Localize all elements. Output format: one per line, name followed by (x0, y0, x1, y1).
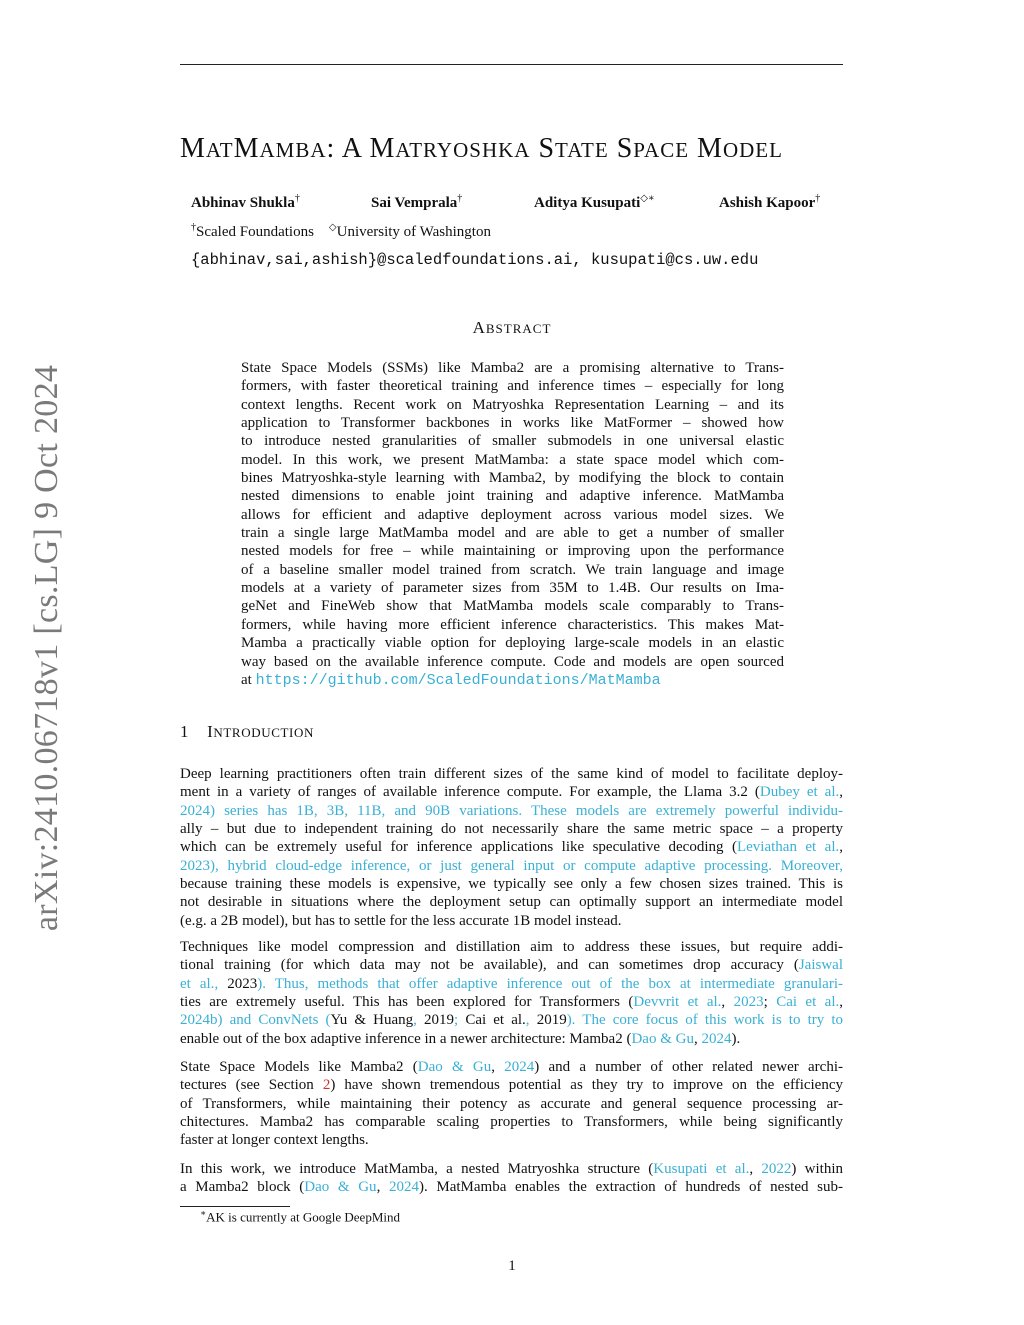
citation-link[interactable]: Jaiswal (798, 957, 843, 974)
text-line: of Transformers, while maintaining their potency as accurate and general sequence processing ar- (180, 1095, 843, 1112)
abstract-line: formers, while having more efficient inference characteristics. This makes Mat- (241, 616, 784, 633)
abstract-line: formers, with faster theoretical training and inference times – especially for long (241, 378, 784, 395)
citation-link[interactable]: 2024 (701, 1030, 732, 1047)
text-line: chitectures. Mamba2 has comparable scaling properties to Transformers, while being significantly (180, 1114, 843, 1131)
text-line: State Space Models like Mamba2 (Dao & Gu, 2024) and a number of other related newer archi- (180, 1059, 843, 1075)
paragraph-4 (180, 1160, 843, 1197)
text-line: ment in a variety of ranges of available inference compute. For example, the Llama 3.2 (Dubey et al., (180, 784, 843, 801)
citation-link[interactable]: ), hybrid cloud-edge inference, or just general input or compute adaptive processing. Moreover, (210, 857, 843, 874)
text-line: enable out of the box adaptive inference in a newer architecture: Mamba2 (Dao & Gu, 2024). (180, 1030, 741, 1047)
section-reference-link[interactable]: 2 (322, 1077, 331, 1094)
text-line: ally – but due to independent training do not necessarily share the same metric space – a property (180, 821, 843, 838)
citation-link[interactable]: 2022 (761, 1161, 792, 1177)
abstract-line: application to Transformer backbones in works like MatFormer – showed how (241, 415, 784, 432)
paragraph-3 (180, 1058, 843, 1150)
section-title: INTRODUCTION (207, 722, 314, 741)
text-line: 2024b) and ConvNets (Yu & Huang, 2019; Cai et al., 2019). The core focus of this work is to try to (180, 1012, 843, 1029)
arxiv-side-stamp (22, 365, 72, 930)
author-kapoor: Ashish Kapoor† (719, 193, 821, 211)
citation-link[interactable]: Dubey et al. (759, 784, 840, 801)
text-line (180, 857, 843, 875)
text-line: which can be extremely useful for inference applications like speculative decoding (Leviathan et al., (180, 839, 843, 856)
page-number: 1 (508, 1258, 516, 1274)
citation-link[interactable]: Leviathan et al. (736, 839, 840, 856)
citation-link[interactable]: 2023 (180, 857, 210, 874)
abstract-line: geNet and FineWeb show that MatMamba models scale comparably to Trans- (241, 598, 784, 615)
abstract-line: allows for efficient and adaptive deployment across various model sizes. We (241, 506, 784, 523)
section-number: 1 (180, 722, 190, 741)
affiliations: †Scaled Foundations ◇University of Washington (191, 222, 491, 240)
code-repository-link[interactable]: https://github.com/ScaledFoundations/MatMamba (255, 671, 661, 689)
abstract-line: Mamba a practically viable option for deploying large-scale models in an elastic (241, 635, 784, 652)
text-line: because training these models is expensive, we typically see only a few chosen sizes trained. This is (180, 876, 843, 893)
abstract-line: context lengths. Recent work on Matryoshka Representation Learning – and its (241, 396, 784, 413)
arxiv-identifier: arXiv:2410.06718v1 [cs.LG] 9 Oct 2024 (28, 364, 65, 931)
abstract-line: nested models for free – while maintaining or improving upon the performance (241, 543, 784, 560)
author-shukla: Abhinav Shukla† (191, 193, 300, 211)
abstract-line: at https://github.com/ScaledFoundations/MatMamba (241, 671, 661, 689)
text-line: a Mamba2 block (Dao & Gu, 2024). MatMamba enables the extraction of hundreds of nested sub- (180, 1179, 843, 1196)
footnote: ∗AK is currently at Google DeepMind (200, 1208, 400, 1225)
citation-link[interactable]: Kusupati et al. (653, 1161, 750, 1177)
text-line: Deep learning practitioners often train different sizes of the same kind of model to facilitate deploy- (180, 766, 843, 782)
abstract-line: models at a variety of parameter sizes from 35M to 1.4B. Our results on Ima- (241, 580, 784, 597)
citation-link[interactable]: Dao & Gu (417, 1059, 492, 1075)
text-line: et al., 2023). Thus, methods that offer adaptive inference out of the box at intermediate granulari- (180, 975, 843, 992)
citation-link[interactable]: Devvrit et al. (633, 994, 722, 1011)
abstract-line: of a baseline smaller model trained from scratch. We train language and image (241, 561, 784, 578)
citation-link[interactable]: Dao & Gu (631, 1030, 694, 1047)
text-line: tectures (see Section 2) have shown tremendous potential as they try to improve on the efficiency (180, 1077, 843, 1094)
text-line: (e.g. a 2B model), but has to settle for the less accurate 1B model instead. (180, 912, 622, 929)
top-rule (180, 64, 843, 65)
author-vemprala: Sai Vemprala† (371, 193, 463, 211)
citation-link[interactable]: 2023 (733, 994, 764, 1011)
citation-link[interactable]: Cai et al. (776, 994, 840, 1011)
citation-link[interactable]: ) and ConvNets ( (217, 1012, 331, 1029)
citation-link[interactable]: 2024 (180, 802, 210, 819)
abstract-line: model. In this work, we present MatMamba: a state space model which com- (241, 451, 784, 468)
abstract-line: nested dimensions to enable joint training and adaptive inference. MatMamba (241, 488, 784, 505)
citation-link[interactable]: , (214, 975, 228, 992)
text-line: Techniques like model compression and distillation aim to address these issues, but require addi- (180, 939, 843, 955)
abstract-line: way based on the available inference compute. Code and models are open sourced (241, 653, 784, 670)
citation-link[interactable]: Dao & Gu (304, 1179, 377, 1196)
citation-link[interactable]: , (413, 1012, 425, 1029)
text-line (180, 802, 843, 820)
paper-title: MATMAMBA: A MATRYOSHKA STATE SPACE MODEL (180, 133, 783, 164)
abstract-line: State Space Models (SSMs) like Mamba2 are a promising alternative to Trans- (241, 360, 784, 376)
citation-link[interactable]: ). The core focus of this work is to try to (566, 1012, 843, 1029)
footnote-rule (180, 1206, 290, 1207)
text-line: tional training (for which data may not be available), and can sometimes drop accuracy (Jaiswal (180, 957, 843, 974)
text-line: ties are extremely useful. This has been explored for Transformers (Devvrit et al., 2023; Cai et al., (180, 994, 843, 1011)
abstract-heading: ABSTRACT (472, 318, 552, 337)
citation-link[interactable]: 2024 (388, 1179, 419, 1196)
citation-link[interactable]: et al. (180, 975, 215, 992)
abstract-line: bines Matryoshka-style learning with Mamba2, by modifying the block to contain (241, 470, 784, 487)
text-line: faster at longer context lengths. (180, 1132, 369, 1149)
citation-link[interactable]: ; (454, 1012, 466, 1029)
citation-link[interactable]: ). Thus, methods that offer adaptive inference out of the box at intermediate granulari- (257, 975, 843, 992)
citation-link[interactable]: 2024 (504, 1059, 535, 1075)
citation-link[interactable]: ) series has 1B, 3B, 11B, and 90B variations. These models are extremely powerful individu- (210, 802, 843, 819)
abstract-line: to introduce nested granularities of smaller submodels in one universal elastic (241, 433, 784, 450)
author-emails: {abhinav,sai,ashish}@scaledfoundations.ai, kusupati@cs.uw.edu (191, 251, 759, 269)
abstract-line: train a single large MatMamba model and are able to get a number of smaller (241, 525, 784, 542)
citation-link[interactable]: 2024b (180, 1012, 218, 1029)
paragraph-1 (180, 765, 843, 930)
author-kusupati: Aditya Kusupati◇∗ (534, 193, 655, 211)
citation-link[interactable]: , (525, 1012, 537, 1029)
abstract (241, 359, 784, 689)
paragraph-2 (180, 938, 843, 1048)
text-line: not desirable in situations where the deployment setup can optimally support an intermediate model (180, 894, 843, 911)
section-heading-introduction (180, 722, 314, 742)
text-line: In this work, we introduce MatMamba, a nested Matryoshka structure (Kusupati et al., 2022) within (180, 1161, 843, 1177)
